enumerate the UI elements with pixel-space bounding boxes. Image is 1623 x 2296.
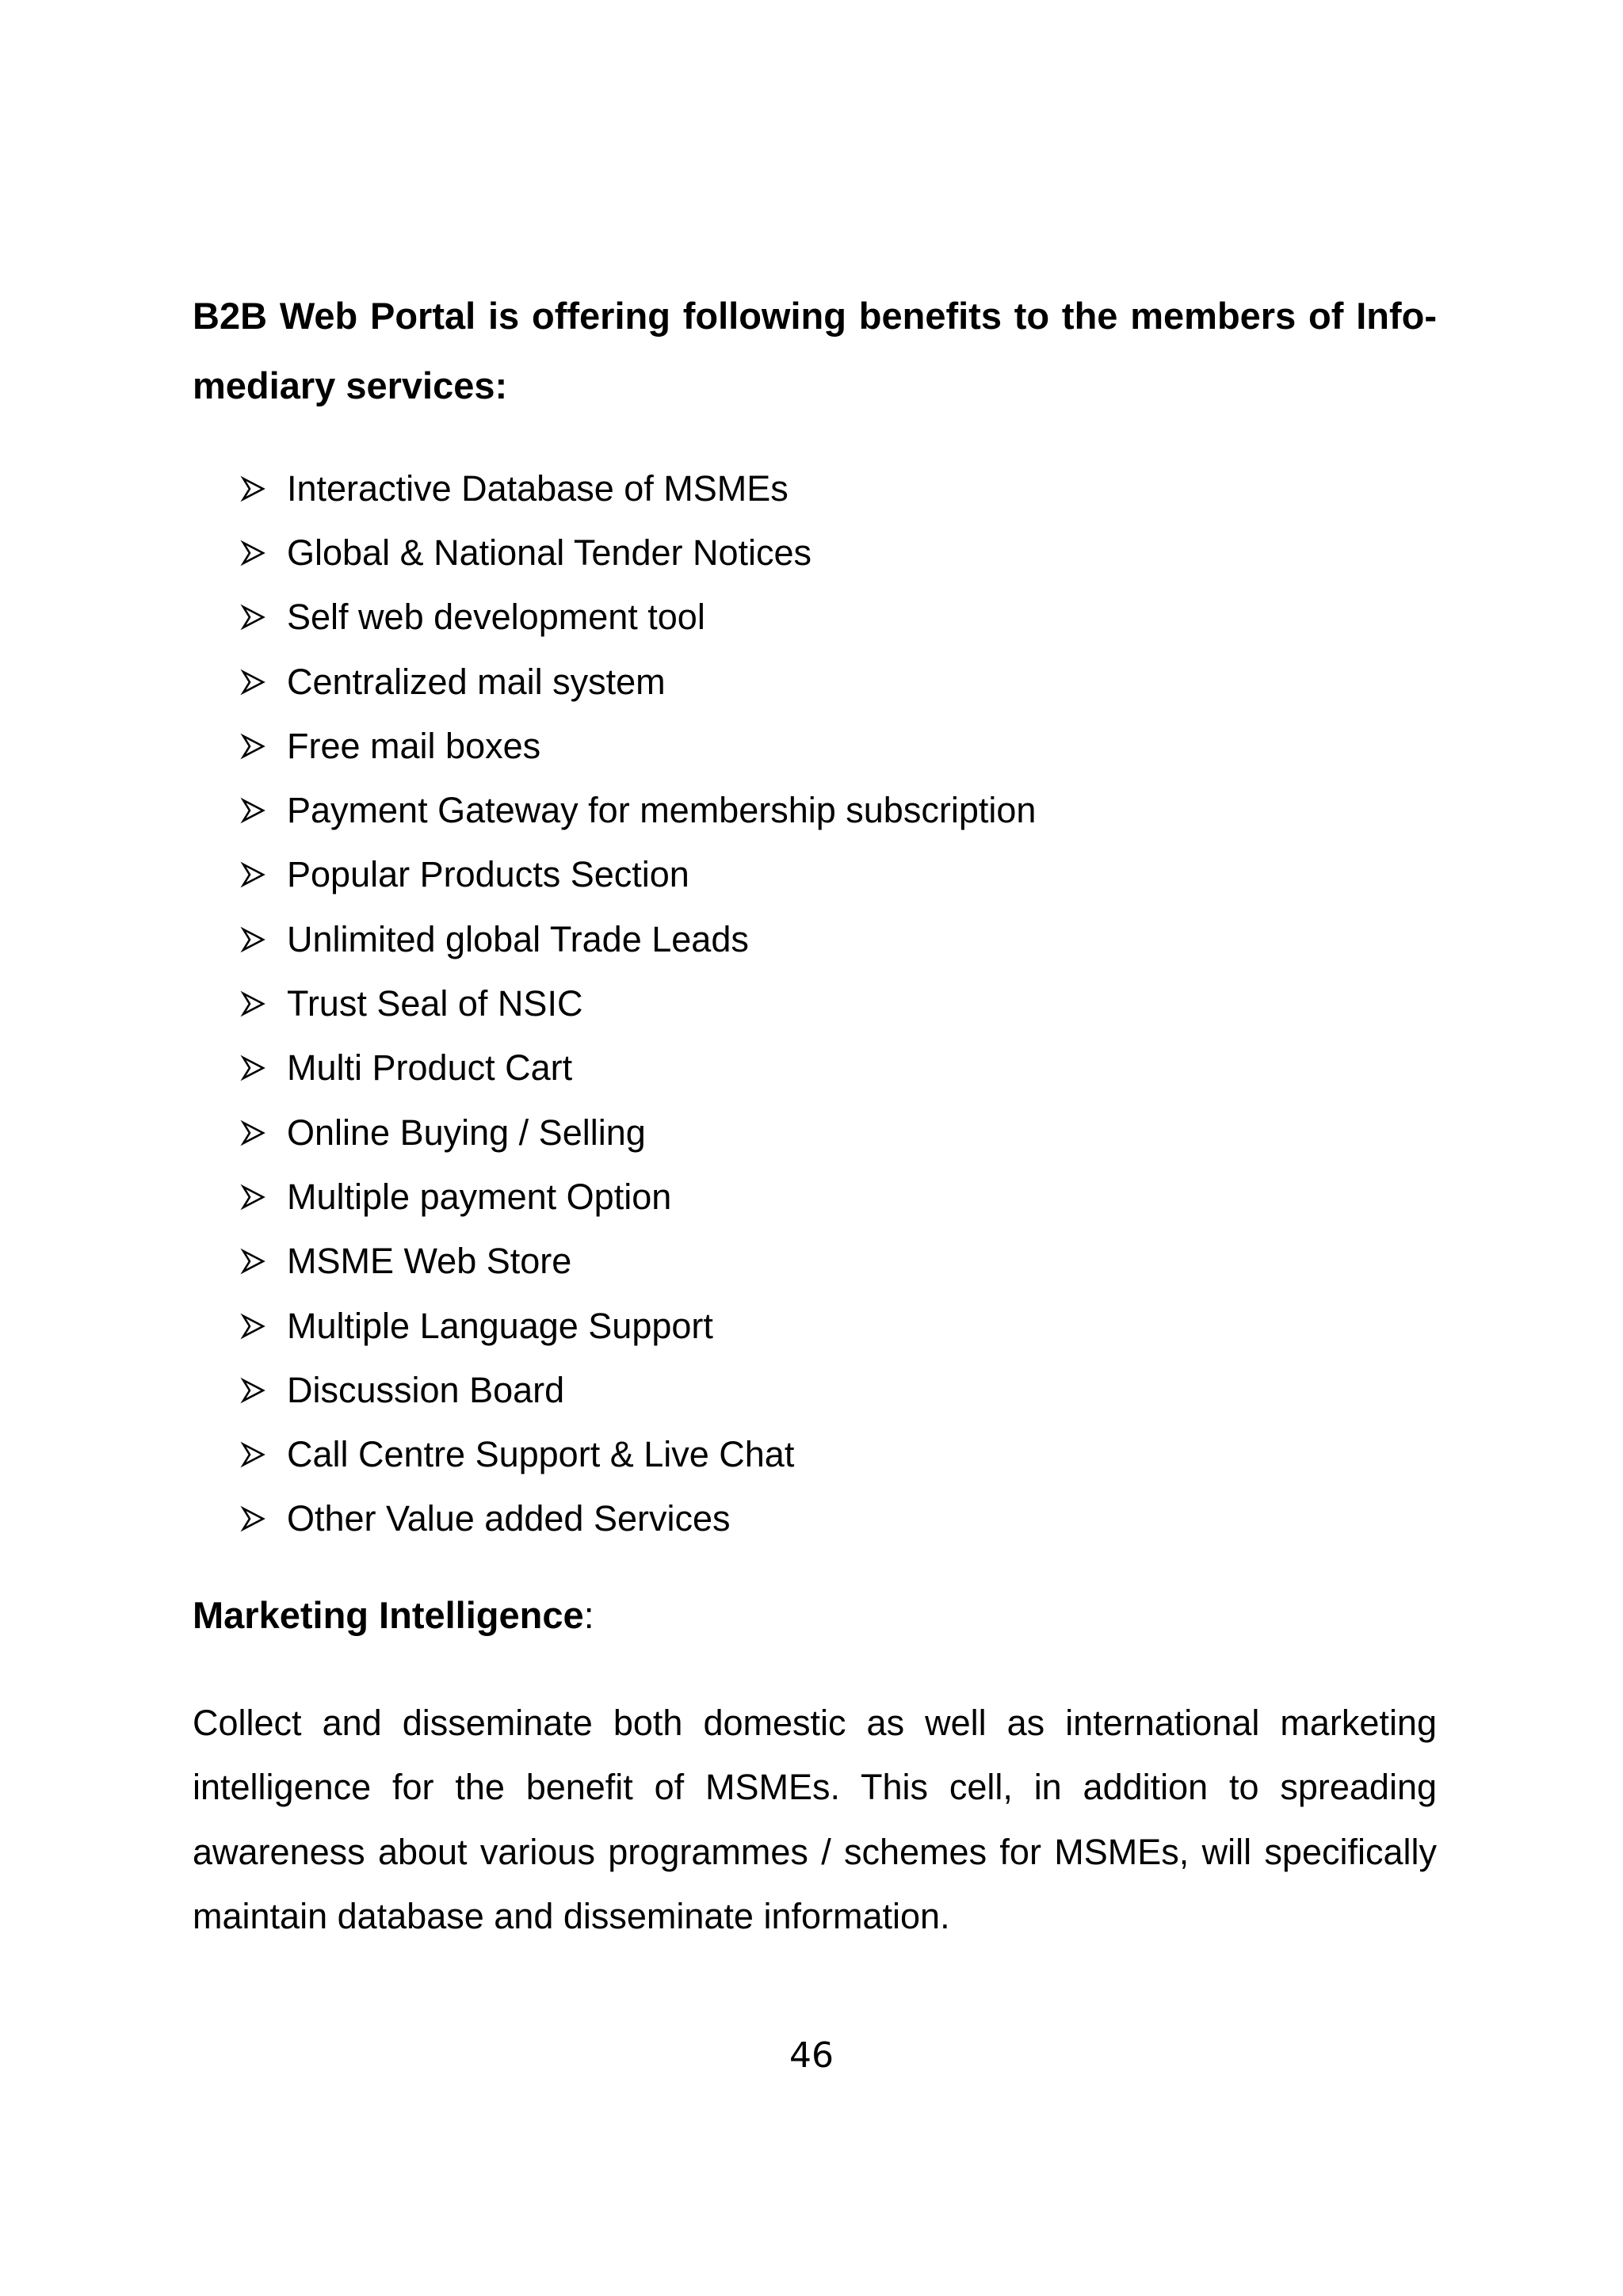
benefit-label: Global & National Tender Notices: [287, 532, 812, 573]
list-item: [239, 1036, 1036, 1100]
section-paragraph: Collect and disseminate both domestic as well as international marketing intelligence for the benefit of MSMEs. This cell, in addition to spreading awareness about various programmes / schemes for MSMEs, will specifically maintain database and disseminate information.: [193, 1703, 1437, 1936]
list-item: [239, 843, 1036, 907]
benefit-label: Multi Product Cart: [287, 1047, 573, 1089]
list-item: [239, 650, 1036, 714]
benefit-label: MSME Web Store: [287, 1241, 572, 1282]
arrow-right-icon: [239, 1184, 266, 1211]
list-item: [239, 521, 1036, 585]
arrow-right-icon: [239, 1119, 266, 1146]
list-item: [239, 456, 1036, 521]
arrow-right-icon: [239, 540, 266, 566]
list-item: [239, 714, 1036, 778]
section-heading-colon: :: [583, 1594, 594, 1636]
arrow-right-icon: [239, 1377, 266, 1404]
list-item: [239, 1165, 1036, 1229]
benefit-label: Interactive Database of MSMEs: [287, 467, 789, 509]
arrow-right-icon: [239, 926, 266, 953]
benefit-label: Free mail boxes: [287, 725, 541, 766]
benefit-label: Trust Seal of NSIC: [287, 983, 583, 1024]
arrow-right-icon: [239, 1055, 266, 1081]
list-item: [239, 971, 1036, 1035]
arrow-right-icon: [239, 1441, 266, 1468]
list-item: [239, 1358, 1036, 1422]
arrow-right-icon: [239, 1313, 266, 1340]
list-item: [239, 907, 1036, 971]
benefits-list: [239, 456, 1036, 1551]
benefit-label: Multiple payment Option: [287, 1176, 672, 1217]
arrow-right-icon: [239, 1505, 266, 1532]
list-item: [239, 1422, 1036, 1486]
arrow-right-icon: [239, 990, 266, 1017]
benefit-label: Unlimited global Trade Leads: [287, 918, 749, 959]
arrow-right-icon: [239, 669, 266, 696]
benefit-label: Discussion Board: [287, 1369, 565, 1410]
benefit-label: Multiple Language Support: [287, 1305, 713, 1346]
benefit-label: Online Buying / Selling: [287, 1112, 646, 1153]
arrow-right-icon: [239, 1248, 266, 1275]
section-heading-title: Marketing Intelligence: [193, 1594, 584, 1636]
list-item: [239, 1230, 1036, 1294]
benefit-label: Other Value added Services: [287, 1498, 731, 1539]
arrow-right-icon: [239, 797, 266, 824]
benefit-label: Self web development tool: [287, 597, 705, 638]
intro-heading: B2B Web Portal is offering following benefits to the members of Info-mediary services:: [193, 295, 1437, 406]
list-item: [239, 585, 1036, 650]
benefit-label: Payment Gateway for membership subscription: [287, 790, 1037, 831]
arrow-right-icon: [239, 475, 266, 502]
list-item: [239, 1294, 1036, 1358]
benefit-label: Call Centre Support & Live Chat: [287, 1434, 795, 1475]
arrow-right-icon: [239, 604, 266, 631]
arrow-right-icon: [239, 861, 266, 888]
list-item: [239, 1100, 1036, 1165]
list-item: [239, 778, 1036, 842]
arrow-right-icon: [239, 733, 266, 760]
page-number: 46: [789, 2035, 834, 2076]
list-item: [239, 1487, 1036, 1551]
benefit-label: Centralized mail system: [287, 661, 666, 702]
benefit-label: Popular Products Section: [287, 854, 689, 895]
section-heading: [193, 1584, 594, 1647]
